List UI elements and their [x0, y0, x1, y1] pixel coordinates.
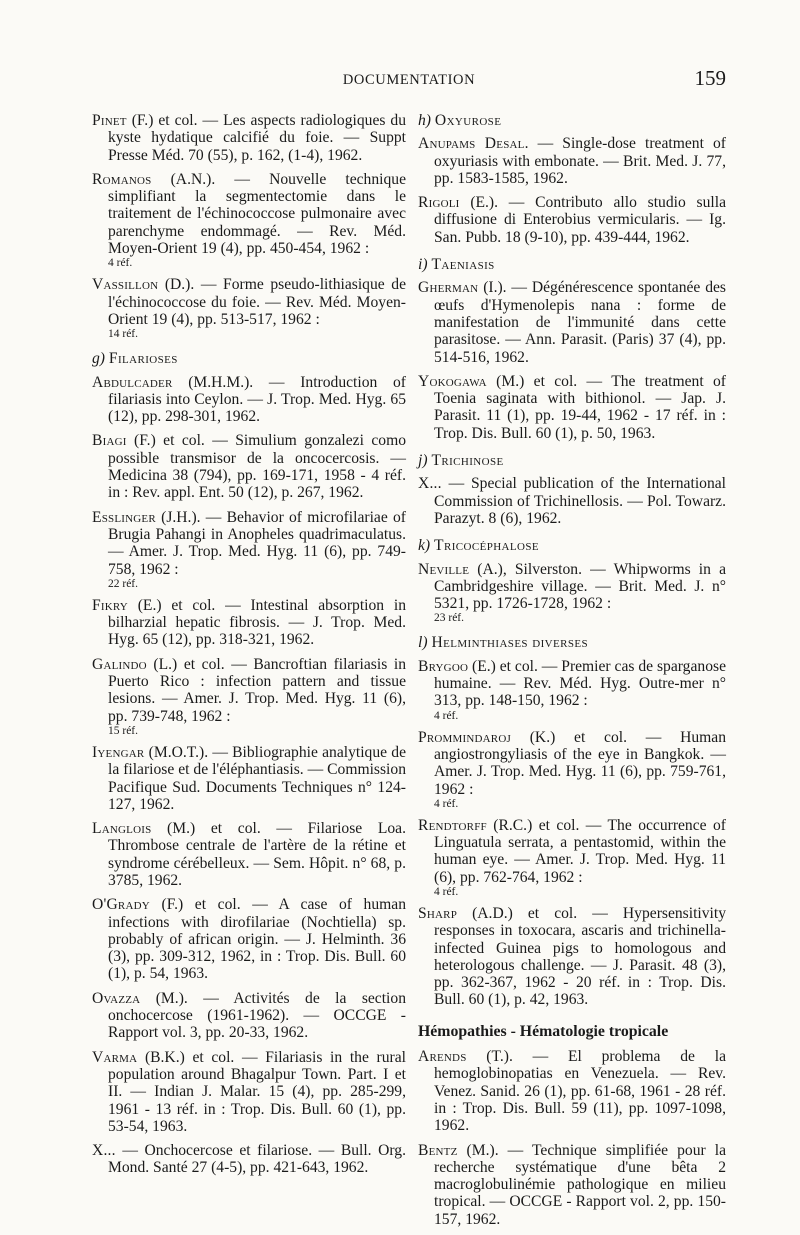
bibliography-entry	[418, 373, 726, 442]
entry-author: Rigoli	[418, 194, 460, 212]
bibliography-entry	[418, 1048, 726, 1134]
entry-author: O'Grady	[92, 896, 150, 914]
entry-author: Yokogawa	[418, 372, 487, 390]
major-section-heading: Hémopathies - Hématologie tropicale	[418, 1022, 669, 1040]
bibliography-entry	[92, 597, 406, 649]
section-title: Oxyurose	[434, 112, 502, 129]
entry-citation: (M.) et col. — Filariose Loa. Thrombose centrale de l'artère de la rétine et syndrome cérébelleux. — Sem. Hôpit. n° 68, p. 3785, 1962.	[108, 820, 406, 889]
bibliography-entry	[92, 1142, 406, 1177]
bibliography-entry	[418, 279, 726, 365]
entry-citation: (E.) et col. — Premier cas de sparganose humaine. — Rev. Méd. Hyg. Outre-mer n° 313, pp. 148-150, 1962 :	[434, 657, 726, 710]
entry-citation: (M.). — Activités de la section onchocercose (1961-1962). — OCCGE - Rapport vol. 3, pp. 20-33, 1962.	[108, 989, 406, 1042]
entry-reference-count: 14 réf.	[108, 328, 139, 341]
bibliography-entry	[418, 905, 726, 1009]
section-heading-k	[418, 537, 726, 554]
section-letter: g)	[92, 350, 105, 368]
bibliography-entry	[92, 896, 406, 982]
entry-citation: (E.). — Contributo allo studio sulla diffusione di Enterobius vermicularis. — Ig. San. Pubb. 18 (9-10), pp. 439-444, 1962.	[434, 194, 726, 246]
section-title: Helminthiases diverses	[431, 634, 589, 652]
entry-citation: (F.) et col. — A case of human infections with dirofilariae (Nochtiella) sp. probably of african origin. — J. Helminth. 36 (3), pp. 309-312, 1962, in : Trop. Dis. Bull. 60 (1), p. 54, 1963.	[108, 896, 406, 983]
entry-author: Neville	[418, 560, 470, 578]
bibliography-entry	[418, 135, 726, 187]
entry-author: Rendtorff	[418, 816, 487, 834]
bibliography-entry	[418, 817, 726, 898]
section-title: Taeniasis	[431, 256, 495, 274]
section-letter: l)	[418, 634, 428, 652]
entry-author: Biagi	[92, 432, 127, 450]
section-heading-l	[418, 634, 726, 651]
section-letter: i)	[418, 256, 428, 274]
entry-author: Esslinger	[92, 508, 156, 526]
entry-citation: (E.) et col. — Intestinal absorption in bilharzial hepatic fibrosis. — J. Trop. Med. Hyg. 65 (12), pp. 318-321, 1962.	[108, 596, 406, 649]
entry-list	[418, 1048, 726, 1228]
bibliography-entry	[418, 561, 726, 625]
entry-author: X...	[92, 1142, 116, 1160]
entry-citation: — Special publication of the International Commission of Trichinellosis. — Pol. Towarz. Parazyt. 8 (6), 1962.	[434, 475, 726, 527]
entry-citation: (J.H.). — Behavior of microfilariae of Brugia Pahangi in Anopheles quadrimaculatus. — Amer. J. Trop. Med. Hyg. 11 (6), pp. 749-758, 1962 :	[108, 508, 406, 578]
bibliography-entry	[92, 171, 406, 269]
section-heading-j	[418, 452, 726, 469]
bibliography-entry	[418, 658, 726, 722]
entry-author: Galindo	[92, 655, 147, 673]
entry-author: Romanos	[92, 170, 152, 188]
entry-citation: (L.) et col. — Bancroftian filariasis in Puerto Rico : infection pattern and tissue lesions. — Amer. J. Trop. Med. Hyg. 11 (6), pp. 739-748, 1962 :	[108, 655, 406, 725]
page-number: 159	[694, 66, 726, 90]
entry-list	[418, 658, 726, 1009]
entry-citation: (R.C.) et col. — The occurrence of Linguatula serrata, a pentastomid, within the human eye. — Amer. J. Trop. Med. Hyg. 11 (6), pp. 762-764, 1962 :	[434, 816, 726, 886]
section-letter: h)	[418, 112, 431, 129]
entry-author: X...	[418, 475, 442, 493]
bibliography-entry	[418, 475, 726, 527]
bibliography-entry	[92, 990, 406, 1042]
entry-author: Gherman	[418, 279, 479, 297]
entry-author: Prommindaroj	[418, 728, 511, 746]
bibliography-entry	[92, 820, 406, 889]
entry-citation: (D.). — Forme pseudo-lithiasique de l'échinococcose du foie. — Rev. Méd. Moyen-Orient 19 (4), pp. 513-517, 1962 :	[108, 276, 406, 328]
entry-list	[92, 112, 406, 340]
entry-citation: (M.). — Technique simplifiée pour la recherche systématique d'une bêta 2 macroglobulinémie pathologique en milieu tropical. — OCCGE - Rapport vol. 2, pp. 150-157, 1962.	[434, 1141, 726, 1228]
bibliography-entry	[92, 112, 406, 164]
entry-citation: (M.) et col. — The treatment of Toenia saginata with bithionol. — Jap. J. Parasit. 11 (1), pp. 19-44, 1962 - 17 réf. in : Trop. Dis. Bull. 60 (1), p. 50, 1963.	[434, 372, 726, 442]
entry-author: Bentz	[418, 1141, 458, 1159]
bibliography-entry	[92, 432, 406, 501]
entry-author: Pinet	[92, 112, 127, 129]
entry-list	[92, 374, 406, 1177]
entry-citation: (K.) et col. — Human angiostrongyliasis of the eye in Bangkok. — Amer. J. Trop. Med. Hyg. 11 (6), pp. 759-761, 1962 :	[434, 728, 726, 798]
entry-author: Iyengar	[92, 743, 145, 761]
entry-reference-count: 4 réf.	[108, 257, 133, 270]
section-heading-g	[92, 350, 406, 367]
entry-list	[418, 279, 726, 442]
entry-author: Brygoo	[418, 657, 469, 675]
entry-author: Langlois	[92, 820, 152, 838]
bibliography-entry	[418, 1142, 726, 1228]
section-title: Tricocéphalose	[434, 537, 539, 555]
entry-author: Vassillon	[92, 276, 159, 294]
section-letter: k)	[418, 537, 431, 555]
entry-citation: (M.H.M.). — Introduction of filariasis into Ceylon. — J. Trop. Med. Hyg. 65 (12), pp. 298-301, 1962.	[108, 373, 406, 426]
entry-reference-count: 22 réf.	[108, 577, 139, 590]
section-letter: j)	[418, 452, 428, 470]
bibliography-entry	[92, 744, 406, 813]
entry-reference-count: 4 réf.	[434, 709, 459, 722]
section-heading-h	[418, 112, 726, 129]
entry-citation: (T.). — El problema de la hemoglobinopatias en Venezuela. — Rev. Venez. Sanid. 26 (1), pp. 61-68, 1961 - 28 réf. in : Trop. Dis. Bull. 59 (11), pp. 1097-1098, 1962.	[434, 1048, 726, 1135]
entry-author: Sharp	[418, 904, 458, 922]
entry-citation: . — Single-dose treatment of oxyuriasis with embonate. — Brit. Med. J. 77, pp. 1583-1585, 1962.	[434, 135, 727, 187]
entry-citation: (F.) et col. — Les aspects radiologiques du kyste hydatique calcifié du foie. — Suppt Presse Méd. 70 (55), p. 162, (1-4), 1962.	[108, 112, 406, 164]
bibliography-entry	[418, 729, 726, 810]
bibliography-entry	[92, 276, 406, 340]
entry-author: Arends	[418, 1048, 467, 1066]
entry-citation: (A.N.). — Nouvelle technique simplifiant la segmentectomie dans le traitement de l'échinococcose pulmonaire avec parenchyme endommagé. — Rev. Méd. Moyen-Orient 19 (4), pp. 450-454, 1962 :	[108, 170, 406, 258]
entry-citation: (I.). — Dégénérescence spontanée des œufs d'Hymenolepis nana : forme de manifestation de l'immunité dans cette parasitose. — Ann. Parasit. (Paris) 37 (4), pp. 514-516, 1962.	[434, 279, 726, 366]
bibliography-entry	[92, 656, 406, 737]
entry-reference-count: 4 réf.	[434, 885, 459, 898]
entry-author: Anupams Desal	[418, 135, 525, 153]
section-title: Filarioses	[108, 350, 178, 368]
entry-author: Ovazza	[92, 989, 141, 1007]
entry-citation: (M.O.T.). — Bibliographie analytique de la filariose et de l'éléphantiasis. — Commission Pacifique Sud. Documents Techniques n° 124-127, 1962.	[108, 743, 406, 813]
bibliography-entry	[92, 1049, 406, 1135]
entry-citation: (F.) et col. — Simulium gonzalezi como possible transmisor de la oncocercosis. — Medicina 38 (794), pp. 169-171, 1958 - 4 réf. in : Rev. appl. Ent. 50 (12), p. 267, 1962.	[108, 432, 406, 502]
entry-citation: (A.), Silverston. — Whipworms in a Cambridgeshire village. — Brit. Med. J. n° 5321, pp. 1726-1728, 1962 :	[434, 560, 726, 613]
entry-author: Fikry	[92, 596, 128, 614]
entry-author: Abdulcader	[92, 373, 173, 391]
right-column	[418, 112, 726, 1235]
entry-author: Varma	[92, 1048, 138, 1066]
entry-reference-count: 4 réf.	[434, 797, 459, 810]
entry-list	[418, 135, 726, 246]
section-heading-i	[418, 256, 726, 273]
entry-citation: — Onchocercose et filariose. — Bull. Org. Mond. Santé 27 (4-5), pp. 421-643, 1962.	[108, 1142, 406, 1177]
bibliography-entry	[418, 194, 726, 246]
left-column	[92, 112, 406, 1184]
entry-citation: (B.K.) et col. — Filariasis in the rural population around Bhagalpur Town. Part. I et II. — Indian J. Malar. 15 (4), pp. 285-299, 1961 - 13 réf. in : Trop. Dis. Bull. 60 (1), pp. 53-54, 1963.	[108, 1048, 406, 1135]
page-header	[92, 66, 726, 94]
entry-citation: (A.D.) et col. — Hypersensitivity responses in toxocara, ascaris and trichinella-infected Guinea pigs to homologous and heterologous challenge. — J. Parasit. 48 (3), pp. 362-367, 1962 - 20 réf. in : Trop. Dis. Bull. 60 (1), p. 42, 1963.	[434, 904, 726, 1009]
entry-reference-count: 15 réf.	[108, 724, 139, 737]
entry-list	[418, 475, 726, 527]
entry-list	[418, 561, 726, 625]
bibliography-entry	[92, 509, 406, 590]
section-title: Trichinose	[431, 452, 504, 470]
bibliography-entry	[92, 374, 406, 426]
running-title: DOCUMENTATION	[342, 72, 476, 88]
entry-reference-count: 23 réf.	[434, 612, 465, 625]
